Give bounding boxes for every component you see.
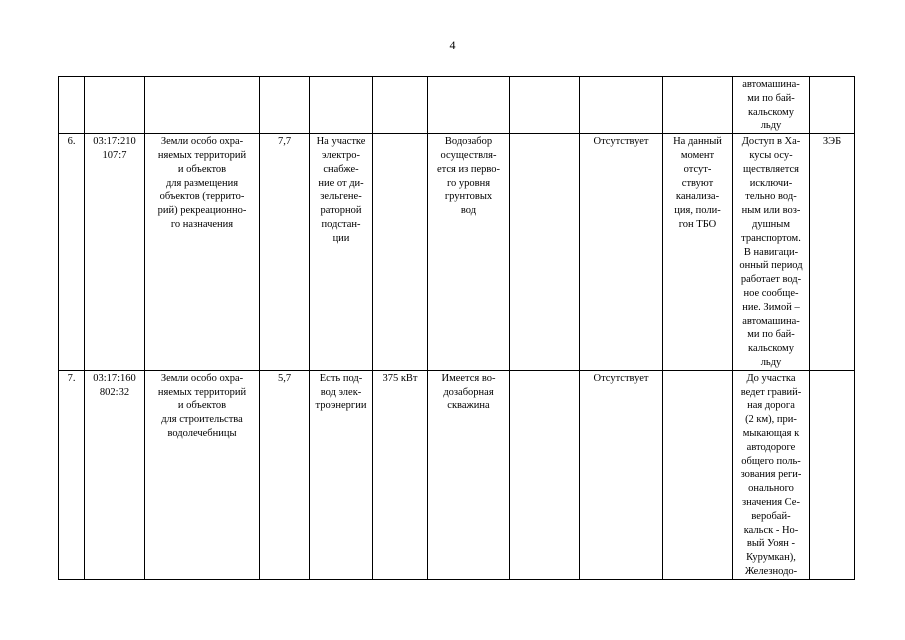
cell-category: Земли особо охра- няемых территорий и объектов для строительства водолечебницы	[145, 370, 260, 579]
cell-col8	[510, 134, 580, 371]
cell-number: 7.	[59, 370, 85, 579]
cell-category: Земли особо охра- няемых территорий и объектов для размещения объектов (террито- рий) рекреационно- го назначения	[145, 134, 260, 371]
cell-power	[373, 134, 428, 371]
table-row	[59, 370, 855, 579]
cell-zone	[810, 77, 855, 134]
cell-power	[373, 77, 428, 134]
cell-area: 5,7	[260, 370, 310, 579]
page-number: 4	[449, 38, 456, 52]
table-row	[59, 77, 855, 134]
cell-col8	[510, 370, 580, 579]
cell-number	[59, 77, 85, 134]
table-row	[59, 134, 855, 371]
cell-number: 6.	[59, 134, 85, 371]
cell-cadastral: 03:17:210 107:7	[85, 134, 145, 371]
cell-access: До участка ведет гравий- ная дорога (2 км), при- мыкающая к автодороге общего поль- зования реги- онального значения Се- веробай- кальск - Но- вый Уоян - Курумкан), Железнодо-	[733, 370, 810, 579]
cell-zone: ЗЭБ	[810, 134, 855, 371]
cell-sewer	[580, 77, 663, 134]
cell-col10	[663, 370, 733, 579]
cell-electro	[310, 77, 373, 134]
cell-col10: На данный момент отсут- ствуют канализа- ция, поли- гон ТБО	[663, 134, 733, 371]
cell-area	[260, 77, 310, 134]
cell-cadastral: 03:17:160 802:32	[85, 370, 145, 579]
cell-category	[145, 77, 260, 134]
cell-cadastral	[85, 77, 145, 134]
cell-water: Водозабор осуществля- ется из перво- го уровня грунтовых вод	[428, 134, 510, 371]
cell-zone	[810, 370, 855, 579]
cell-col10	[663, 77, 733, 134]
cell-electro: Есть под- вод элек- троэнергии	[310, 370, 373, 579]
cell-electro: На участке электро- снабже- ние от ди- зельгене- раторной подстан- ции	[310, 134, 373, 371]
cell-area: 7,7	[260, 134, 310, 371]
cell-power: 375 кВт	[373, 370, 428, 579]
cell-water: Имеется во- дозаборная скважина	[428, 370, 510, 579]
cell-water	[428, 77, 510, 134]
cell-sewer: Отсутствует	[580, 134, 663, 371]
cell-sewer: Отсутствует	[580, 370, 663, 579]
cell-access: Доступ в Ха- кусы осу- ществляется исключи- тельно вод- ным или воз- душным транспортом. В навигаци- онный период работает вод- ное сообще- ние. Зимой – автомашина- ми по бай- кальскому льду	[733, 134, 810, 371]
land-plots-table	[58, 76, 855, 580]
cell-access: автомашина- ми по бай- кальскому льду	[733, 77, 810, 134]
cell-col8	[510, 77, 580, 134]
